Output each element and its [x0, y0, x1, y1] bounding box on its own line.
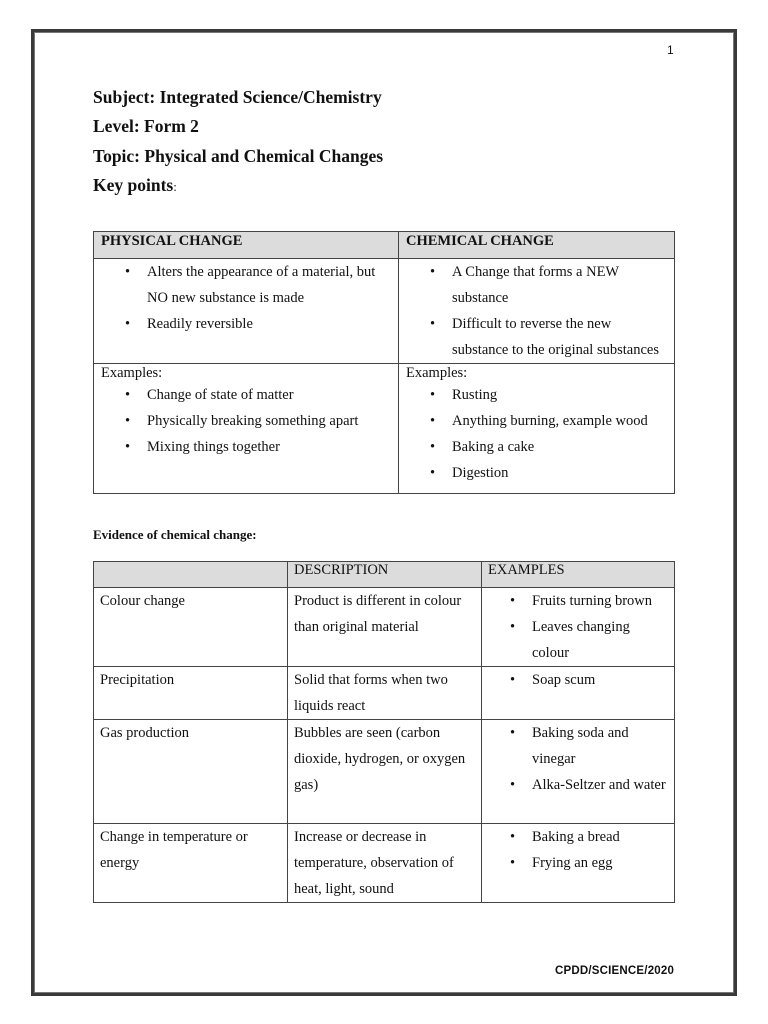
subject-heading: Subject: Integrated Science/Chemistry: [93, 87, 382, 107]
table-header-row: [94, 232, 675, 259]
list-item: • Rusting: [452, 382, 667, 408]
table-header-row: [94, 562, 675, 588]
evidence-examples-cell: [482, 588, 675, 667]
key-points-heading: [93, 175, 177, 196]
evidence-examples-cell: [482, 667, 675, 720]
key-points-colon: :: [173, 179, 177, 194]
topic-heading: Topic: Physical and Chemical Changes: [93, 146, 384, 166]
examples-label: Examples:: [406, 365, 468, 381]
physical-examples-cell: [94, 364, 399, 494]
examples-list: [488, 667, 668, 693]
evidence-name-cell: Precipitation: [94, 667, 288, 720]
table-row: [94, 824, 675, 903]
examples-list: [488, 588, 668, 666]
comparison-table: [93, 231, 675, 494]
physical-change-header: PHYSICAL CHANGE: [94, 232, 399, 259]
list-item: • Readily reversible: [147, 311, 391, 337]
blank-header: [94, 562, 288, 588]
list-item: • Fruits turning brown: [532, 588, 668, 614]
chemical-points-list: [406, 259, 667, 363]
list-item: • Alters the appearance of a material, but NO new substance is made: [147, 259, 391, 311]
description-header: DESCRIPTION: [288, 562, 482, 588]
evidence-name-cell: Colour change: [94, 588, 288, 667]
list-item: • Digestion: [452, 460, 667, 486]
level-heading: Level: Form 2: [93, 116, 199, 136]
list-item: • Alka-Seltzer and water: [532, 772, 668, 798]
list-item: • Change of state of matter: [147, 382, 391, 408]
chemical-examples-list: [406, 382, 667, 486]
key-points-label: Key points: [93, 175, 174, 195]
list-item: • Leaves changing colour: [532, 614, 668, 666]
list-item: • Physically breaking something apart: [147, 408, 391, 434]
evidence-name-cell: Change in temperature or energy: [94, 824, 288, 903]
list-item: • Baking a cake: [452, 434, 667, 460]
chemical-definition-cell: [399, 259, 675, 364]
examples-label: Examples:: [101, 365, 163, 381]
list-item: • Anything burning, example wood: [452, 408, 667, 434]
table-row: [94, 720, 675, 824]
chemical-change-header: CHEMICAL CHANGE: [399, 232, 675, 259]
evidence-examples-cell: [482, 824, 675, 903]
list-item: • Frying an egg: [532, 850, 668, 876]
list-item: • Baking a bread: [532, 824, 668, 850]
list-item: • Baking soda and vinegar: [532, 720, 668, 772]
physical-points-list: [101, 259, 391, 337]
examples-row: [94, 364, 675, 494]
examples-list: [488, 720, 668, 798]
evidence-description-cell: Product is different in colour than original material: [288, 588, 482, 667]
definition-row: [94, 259, 675, 364]
examples-list: [488, 824, 668, 876]
evidence-heading: Evidence of chemical change:: [93, 527, 257, 542]
examples-header: EXAMPLES: [482, 562, 675, 588]
table-row: [94, 667, 675, 720]
evidence-description-cell: Bubbles are seen (carbon dioxide, hydrogen, or oxygen gas): [288, 720, 482, 824]
physical-examples-list: [101, 382, 391, 460]
table-row: [94, 588, 675, 667]
evidence-description-cell: Solid that forms when two liquids react: [288, 667, 482, 720]
list-item: • A Change that forms a NEW substance: [452, 259, 667, 311]
page-number: 1: [667, 43, 674, 57]
evidence-name-cell: Gas production: [94, 720, 288, 824]
evidence-description-cell: Increase or decrease in temperature, observation of heat, light, sound: [288, 824, 482, 903]
footer-code: CPDD/SCIENCE/2020: [555, 965, 675, 977]
evidence-examples-cell: [482, 720, 675, 824]
physical-definition-cell: [94, 259, 399, 364]
list-item: • Mixing things together: [147, 434, 391, 460]
list-item: • Soap scum: [532, 667, 668, 693]
chemical-examples-cell: [399, 364, 675, 494]
evidence-table: [93, 561, 675, 903]
list-item: • Difficult to reverse the new substance to the original substances: [452, 311, 667, 363]
